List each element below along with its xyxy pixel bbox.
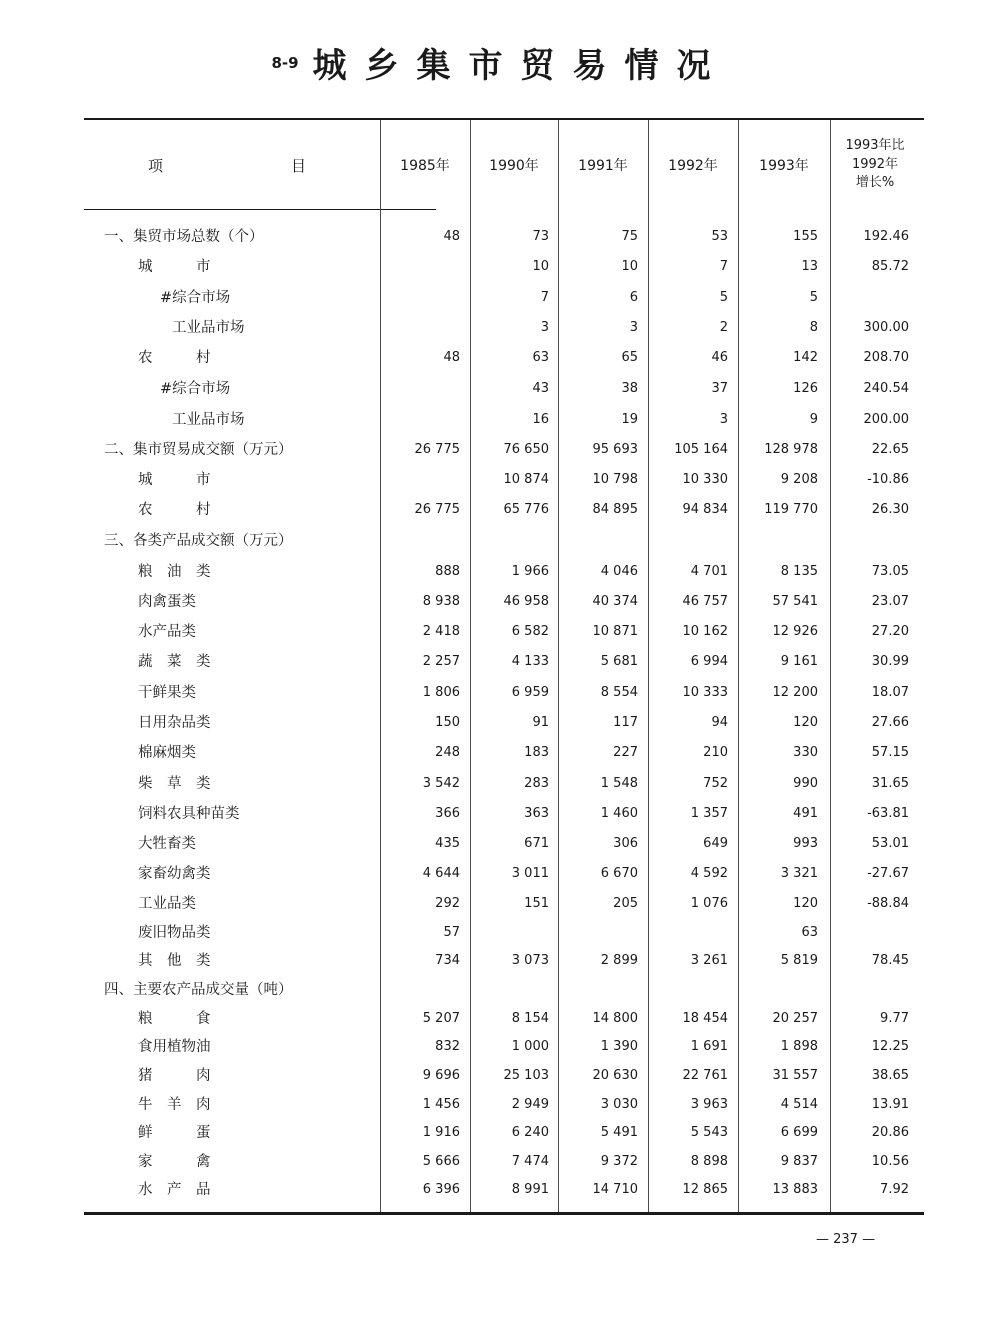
value-growth: 57.15 [871, 745, 909, 760]
value-1985: 248 [435, 745, 460, 760]
page-number: — 237 — [816, 1232, 876, 1247]
value-1990 [469, 975, 549, 1005]
row-label: 饲料农具种苗类 [138, 806, 240, 822]
table-row [0, 1090, 1000, 1120]
value-1993: 8 [809, 320, 818, 335]
value-1991: 1 548 [600, 776, 638, 791]
value-1991: 306 [613, 836, 638, 851]
value-growth [829, 283, 909, 313]
row-label: #综合市场 [160, 290, 231, 306]
value-1992: 5 [719, 290, 728, 305]
value-growth: 30.99 [871, 654, 909, 669]
value-growth: 26.30 [871, 502, 909, 517]
value-1991: 40 374 [592, 594, 638, 609]
table-row [0, 435, 1000, 465]
value-1993: 6 699 [780, 1125, 818, 1140]
value-1991: 205 [613, 896, 638, 911]
value-1985: 2 418 [422, 624, 460, 639]
value-1990: 25 103 [503, 1068, 549, 1083]
row-label: 猪 肉 [138, 1068, 211, 1084]
value-1985: 9 696 [422, 1068, 460, 1083]
value-1992: 6 994 [690, 654, 728, 669]
value-1991: 117 [613, 715, 638, 730]
table-row [0, 374, 1000, 404]
value-1992: 210 [703, 745, 728, 760]
value-1993: 13 [801, 259, 818, 274]
value-1992: 1 076 [690, 896, 728, 911]
table-row [0, 769, 1000, 799]
table-title: 城乡集市贸易情况 [312, 46, 729, 86]
value-1993: 12 926 [772, 624, 818, 639]
value-1990: 151 [524, 896, 549, 911]
value-1992: 4 701 [690, 564, 728, 579]
row-label: 牛 羊 肉 [138, 1097, 211, 1113]
value-1991: 3 030 [600, 1097, 638, 1112]
row-label: 工业品市场 [172, 320, 245, 336]
table-row [0, 918, 1000, 948]
value-1993: 5 819 [780, 953, 818, 968]
value-1992: 1 357 [690, 806, 728, 821]
table-row [0, 1147, 1000, 1177]
value-1990: 2 949 [511, 1097, 549, 1112]
row-label: 工业品市场 [172, 412, 245, 428]
row-label: 四、主要农产品成交量（吨） [104, 982, 293, 998]
value-1990: 1 000 [511, 1039, 549, 1054]
row-label: 柴 草 类 [138, 776, 211, 792]
value-1992: 3 261 [690, 953, 728, 968]
row-label: 水 产 品 [138, 1182, 211, 1198]
value-1990: 65 776 [503, 502, 549, 517]
value-growth: 18.07 [871, 685, 909, 700]
value-1993: 120 [793, 896, 818, 911]
header-year-1993: 1993年 [759, 158, 809, 174]
value-1990: 43 [532, 381, 549, 396]
value-growth: 27.20 [871, 624, 909, 639]
header-item [84, 120, 380, 210]
value-1992: 1 691 [690, 1039, 728, 1054]
value-1985: 150 [435, 715, 460, 730]
row-label: 肉禽蛋类 [138, 594, 196, 610]
value-1985: 2 257 [422, 654, 460, 669]
header-growth-line2: 1992年 [851, 156, 899, 172]
value-1985: 48 [443, 350, 460, 365]
page-title [0, 38, 1000, 87]
value-growth: 73.05 [871, 564, 909, 579]
value-1990: 1 966 [511, 564, 549, 579]
value-1992 [648, 918, 728, 948]
value-1991: 227 [613, 745, 638, 760]
value-1991 [558, 526, 638, 556]
value-1991: 2 899 [600, 953, 638, 968]
value-1993: 126 [793, 381, 818, 396]
table-row [0, 465, 1000, 495]
value-1991: 1 460 [600, 806, 638, 821]
value-growth: 85.72 [871, 259, 909, 274]
header-growth-line3: 增长% [855, 175, 895, 191]
value-1993: 3 321 [780, 866, 818, 881]
value-1993: 4 514 [780, 1097, 818, 1112]
value-1985: 5 207 [422, 1011, 460, 1026]
value-1985: 4 644 [422, 866, 460, 881]
row-label: 水产品类 [138, 624, 196, 640]
value-growth: -27.67 [867, 866, 909, 881]
value-1993: 9 208 [780, 472, 818, 487]
row-label: 鲜 蛋 [138, 1125, 211, 1141]
table-row [0, 405, 1000, 435]
value-1992: 94 [711, 715, 728, 730]
value-1992 [648, 975, 728, 1005]
value-1991: 9 372 [600, 1154, 638, 1169]
value-1991: 8 554 [600, 685, 638, 700]
table-row [0, 587, 1000, 617]
value-1990: 63 [532, 350, 549, 365]
value-1992: 752 [703, 776, 728, 791]
value-1991: 10 798 [592, 472, 638, 487]
value-1985: 5 666 [422, 1154, 460, 1169]
value-1992: 649 [703, 836, 728, 851]
value-1992: 46 757 [682, 594, 728, 609]
value-1985: 1 916 [422, 1125, 460, 1140]
value-1993: 1 898 [780, 1039, 818, 1054]
value-growth: 200.00 [863, 412, 909, 427]
value-growth: 9.77 [880, 1011, 909, 1026]
value-1992: 53 [711, 229, 728, 244]
value-1991: 10 [621, 259, 638, 274]
row-label: 食用植物油 [138, 1039, 211, 1055]
table-row [0, 252, 1000, 282]
value-growth: 300.00 [863, 320, 909, 335]
table-row [0, 829, 1000, 859]
value-1985: 1 806 [422, 685, 460, 700]
value-1992: 105 164 [674, 442, 728, 457]
value-1992: 94 834 [682, 502, 728, 517]
value-1985: 26 775 [414, 502, 460, 517]
value-1992: 3 963 [690, 1097, 728, 1112]
table-row [0, 975, 1000, 1005]
value-1992: 22 761 [682, 1068, 728, 1083]
value-1991: 20 630 [592, 1068, 638, 1083]
table-row [0, 557, 1000, 587]
table-row [0, 1004, 1000, 1034]
table-row [0, 647, 1000, 677]
table-row [0, 313, 1000, 343]
value-1993 [738, 975, 818, 1005]
value-1991: 3 [629, 320, 638, 335]
value-1993: 9 161 [780, 654, 818, 669]
value-1990: 7 474 [511, 1154, 549, 1169]
value-1993: 20 257 [772, 1011, 818, 1026]
value-1991: 14 800 [592, 1011, 638, 1026]
value-1991: 1 390 [600, 1039, 638, 1054]
value-growth: 7.92 [880, 1182, 909, 1197]
value-1990: 283 [524, 776, 549, 791]
value-1992: 7 [719, 259, 728, 274]
value-1985: 888 [435, 564, 460, 579]
value-1990: 3 073 [511, 953, 549, 968]
value-1991 [558, 918, 638, 948]
value-1990: 46 958 [503, 594, 549, 609]
row-label: 农 村 [138, 350, 211, 366]
row-label: 废旧物品类 [138, 925, 211, 941]
value-1992 [648, 526, 728, 556]
value-1991: 65 [621, 350, 638, 365]
row-label: 三、各类产品成交额（万元） [104, 533, 293, 549]
row-label: 粮 食 [138, 1011, 211, 1027]
value-1985: 832 [435, 1039, 460, 1054]
value-1990 [469, 526, 549, 556]
value-1991: 38 [621, 381, 638, 396]
row-label: 粮 油 类 [138, 564, 211, 580]
bottom-rule [84, 1212, 924, 1215]
value-growth: 31.65 [871, 776, 909, 791]
value-growth: 208.70 [863, 350, 909, 365]
value-growth: 13.91 [871, 1097, 909, 1112]
header-year-1990: 1990年 [489, 158, 539, 174]
table-row [0, 946, 1000, 976]
value-1993: 31 557 [772, 1068, 818, 1083]
value-1991: 75 [621, 229, 638, 244]
value-1991: 14 710 [592, 1182, 638, 1197]
value-1985: 435 [435, 836, 460, 851]
value-1993: 990 [793, 776, 818, 791]
value-1991: 84 895 [592, 502, 638, 517]
value-1993: 9 837 [780, 1154, 818, 1169]
value-1990: 6 240 [511, 1125, 549, 1140]
row-label: 其 他 类 [138, 953, 211, 969]
value-1993: 12 200 [772, 685, 818, 700]
value-1985: 3 542 [422, 776, 460, 791]
value-1991: 19 [621, 412, 638, 427]
row-label: 日用杂品类 [138, 715, 211, 731]
value-1993: 8 135 [780, 564, 818, 579]
value-growth: 78.45 [871, 953, 909, 968]
row-label: 工业品类 [138, 896, 196, 912]
value-1993: 120 [793, 715, 818, 730]
value-1993: 63 [801, 925, 818, 940]
row-label: #综合市场 [160, 381, 231, 397]
table-row [0, 617, 1000, 647]
value-growth: 22.65 [871, 442, 909, 457]
value-1990: 8 154 [511, 1011, 549, 1026]
value-1992: 8 898 [690, 1154, 728, 1169]
value-1990: 91 [532, 715, 549, 730]
value-1991: 4 046 [600, 564, 638, 579]
value-1993: 9 [809, 412, 818, 427]
value-1985 [380, 313, 460, 343]
row-label: 农 村 [138, 502, 211, 518]
value-1992: 46 [711, 350, 728, 365]
table-row [0, 283, 1000, 313]
value-1992: 2 [719, 320, 728, 335]
header-growth [830, 120, 920, 210]
row-label: 一、集贸市场总数（个） [104, 229, 264, 245]
value-1992: 10 330 [682, 472, 728, 487]
value-1985 [380, 526, 460, 556]
header-item-left: 项 [148, 156, 164, 175]
value-growth: -63.81 [867, 806, 909, 821]
value-growth: 12.25 [871, 1039, 909, 1054]
value-1992: 18 454 [682, 1011, 728, 1026]
value-1993: 155 [793, 229, 818, 244]
value-1993: 128 978 [764, 442, 818, 457]
row-label: 城 市 [138, 472, 211, 488]
value-1985: 292 [435, 896, 460, 911]
value-1993: 119 770 [764, 502, 818, 517]
value-1991: 10 871 [592, 624, 638, 639]
table-row [0, 708, 1000, 738]
value-growth: 23.07 [871, 594, 909, 609]
value-1985: 366 [435, 806, 460, 821]
table-row [0, 859, 1000, 889]
table-number: 8-9 [271, 53, 299, 72]
table-row [0, 738, 1000, 768]
value-1991: 5 681 [600, 654, 638, 669]
value-1985: 734 [435, 953, 460, 968]
row-label: 蔬 菜 类 [138, 654, 211, 670]
row-label: 家 禽 [138, 1154, 211, 1170]
value-1985 [380, 252, 460, 282]
value-1993: 330 [793, 745, 818, 760]
value-growth: 53.01 [871, 836, 909, 851]
value-1985 [380, 975, 460, 1005]
header-year-1985: 1985年 [400, 158, 450, 174]
value-1991 [558, 975, 638, 1005]
value-growth [829, 918, 909, 948]
table-row [0, 222, 1000, 252]
table-row [0, 889, 1000, 919]
value-1993: 13 883 [772, 1182, 818, 1197]
value-1985: 57 [443, 925, 460, 940]
value-1990: 3 [540, 320, 549, 335]
value-1992: 4 592 [690, 866, 728, 881]
row-label: 大牲畜类 [138, 836, 196, 852]
value-1993: 57 541 [772, 594, 818, 609]
value-growth: 27.66 [871, 715, 909, 730]
value-growth: 38.65 [871, 1068, 909, 1083]
value-1993: 5 [809, 290, 818, 305]
value-1990 [469, 918, 549, 948]
header-growth-line1: 1993年比 [845, 137, 905, 153]
table-row [0, 526, 1000, 556]
row-label: 棉麻烟类 [138, 745, 196, 761]
table-row [0, 678, 1000, 708]
value-1990: 7 [540, 290, 549, 305]
row-label: 家畜幼禽类 [138, 866, 211, 882]
value-1992: 10 333 [682, 685, 728, 700]
value-growth [829, 526, 909, 556]
value-1991: 6 [629, 290, 638, 305]
value-1993: 142 [793, 350, 818, 365]
row-label: 二、集市贸易成交额（万元） [104, 442, 293, 458]
value-1985: 1 456 [422, 1097, 460, 1112]
table-row [0, 799, 1000, 829]
table-row [0, 495, 1000, 525]
table-row [0, 1118, 1000, 1148]
value-1993: 993 [793, 836, 818, 851]
value-1990: 8 991 [511, 1182, 549, 1197]
value-growth: 240.54 [863, 381, 909, 396]
header-item-right: 目 [290, 156, 306, 175]
value-1991: 5 491 [600, 1125, 638, 1140]
value-1992: 10 162 [682, 624, 728, 639]
value-1990: 16 [532, 412, 549, 427]
value-1985 [380, 374, 460, 404]
value-growth: 20.86 [871, 1125, 909, 1140]
value-growth: -88.84 [867, 896, 909, 911]
table-row [0, 343, 1000, 373]
value-1990: 183 [524, 745, 549, 760]
value-1990: 363 [524, 806, 549, 821]
value-1985: 6 396 [422, 1182, 460, 1197]
value-1990: 76 650 [503, 442, 549, 457]
header-year-1992: 1992年 [668, 158, 718, 174]
value-1992: 3 [719, 412, 728, 427]
value-1985: 48 [443, 229, 460, 244]
value-1990: 6 959 [511, 685, 549, 700]
value-1990: 10 874 [503, 472, 549, 487]
value-1985 [380, 405, 460, 435]
value-growth [829, 975, 909, 1005]
value-1992: 12 865 [682, 1182, 728, 1197]
table-row [0, 1175, 1000, 1205]
value-1990: 10 [532, 259, 549, 274]
table-row [0, 1061, 1000, 1091]
value-1991: 95 693 [592, 442, 638, 457]
value-growth: 10.56 [871, 1154, 909, 1169]
value-1990: 671 [524, 836, 549, 851]
value-1990: 4 133 [511, 654, 549, 669]
row-label: 城 市 [138, 259, 211, 275]
value-growth: 192.46 [863, 229, 909, 244]
header-year-1991: 1991年 [578, 158, 628, 174]
value-1990: 73 [532, 229, 549, 244]
value-1990: 6 582 [511, 624, 549, 639]
value-growth: -10.86 [867, 472, 909, 487]
value-1985 [380, 283, 460, 313]
value-1985: 8 938 [422, 594, 460, 609]
value-1992: 37 [711, 381, 728, 396]
value-1985 [380, 465, 460, 495]
table-row [0, 1032, 1000, 1062]
value-1991: 6 670 [600, 866, 638, 881]
value-1990: 3 011 [511, 866, 549, 881]
value-1992: 5 543 [690, 1125, 728, 1140]
value-1993: 491 [793, 806, 818, 821]
value-1993 [738, 526, 818, 556]
value-1985: 26 775 [414, 442, 460, 457]
row-label: 干鲜果类 [138, 685, 196, 701]
